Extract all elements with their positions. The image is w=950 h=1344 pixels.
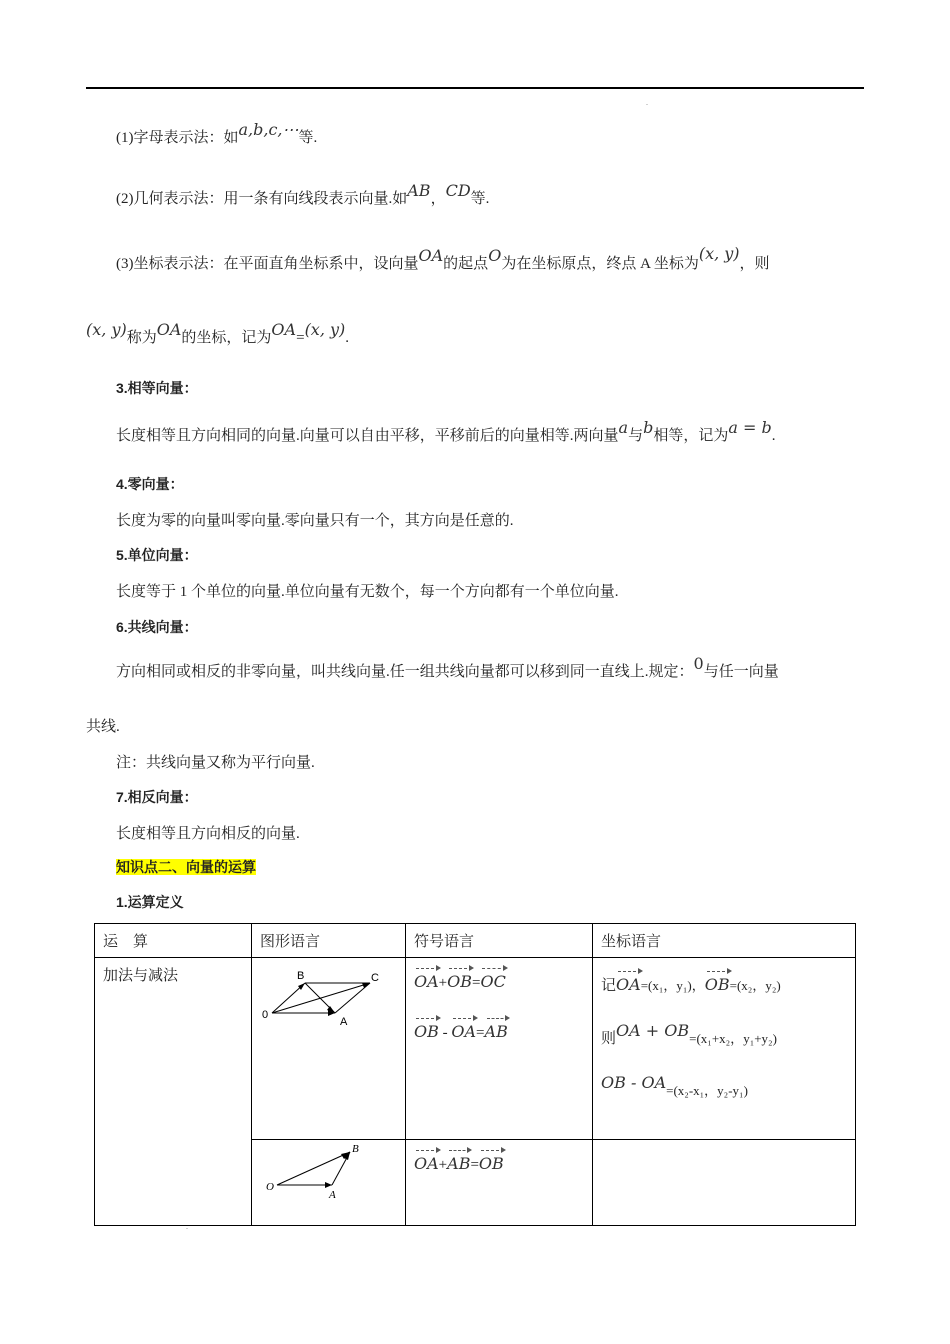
row-label: 加法与减法	[95, 958, 252, 1226]
fig1-label-b: B	[297, 970, 305, 982]
parallelogram-diagram	[252, 958, 402, 1133]
fig2-label-b: B	[352, 1143, 359, 1155]
coord-cell-2	[593, 1140, 856, 1226]
repr-coord-line2: (x, y)称为OA的坐标，记为OA=(x, y).	[86, 320, 350, 346]
sym-cell-1: OA+OB=OC OB - OA=AB	[406, 958, 593, 1140]
th-symbol: 符号语言	[406, 924, 593, 958]
fig1-label-c: C	[371, 972, 379, 984]
s6-text-cont: 共线.	[86, 719, 120, 735]
s3-text: 长度相等且方向相同的向量.向量可以自由平移，平移前后的向量相等.两向量a与b相等，记为a = b.	[116, 418, 776, 444]
operations-table	[94, 923, 856, 1226]
s5-title: 5.单位向量：	[116, 547, 198, 563]
fig-triangle	[252, 1140, 406, 1226]
header-rule	[86, 87, 864, 89]
th-op: 运 算	[95, 924, 252, 958]
s6-text: 方向相同或相反的非零向量，叫共线向量.任一组共线向量都可以移到同一直线上.规定：0与任一向量	[116, 654, 779, 680]
triangle-diagram	[252, 1140, 402, 1220]
ops-title: 1.运算定义	[116, 894, 184, 910]
fig2-label-o: O	[266, 1181, 274, 1193]
fig-parallelogram	[252, 958, 406, 1140]
s7-title: 7.相反向量：	[116, 789, 198, 805]
repr-coord-line1: (3)坐标表示法：在平面直角坐标系中，设向量OA的起点O为在坐标原点，终点 A 坐标为(x, y)，则	[116, 244, 770, 272]
s6-note: 注：共线向量又称为平行向量.	[116, 755, 315, 771]
s3-title: 3.相等向量：	[116, 380, 198, 396]
repr-letter: (1)字母表示法：如a,b,c,⋯等.	[116, 120, 318, 146]
repr-geom: (2)几何表示法：用一条有向线段表示向量.如AB，CD等.	[116, 181, 490, 207]
s4-title: 4.零向量：	[116, 476, 184, 492]
footer-mark: .	[186, 1222, 188, 1231]
fig1-label-a: A	[340, 1016, 348, 1028]
coord-cell-1: 记OA=(x₁，y₁)，OB=(x₂，y₂) 则OA + OB=(x₁+x₂，y₁+y₂) OB - OA=(x₂-x₁，y₂-y₁)	[593, 958, 856, 1140]
fig2-label-a: A	[329, 1189, 336, 1201]
kp2-title: 知识点二、向量的运算	[116, 859, 256, 875]
th-coord: 坐标语言	[593, 924, 856, 958]
s4-text: 长度为零的向量叫零向量.零向量只有一个，其方向是任意的.	[116, 513, 514, 529]
letter-math: a,b,c,⋯	[238, 120, 299, 139]
th-figure: 图形语言	[252, 924, 406, 958]
s5-text: 长度等于 1 个单位的向量.单位向量有无数个，每一个方向都有一个单位向量.	[116, 584, 619, 600]
header-mark: .	[646, 98, 648, 107]
s7-text: 长度相等且方向相反的向量.	[116, 826, 300, 842]
s6-title: 6.共线向量：	[116, 619, 198, 635]
sym-cell-2: OA+AB=OB	[406, 1140, 593, 1226]
fig1-label-o: 0	[262, 1009, 269, 1021]
